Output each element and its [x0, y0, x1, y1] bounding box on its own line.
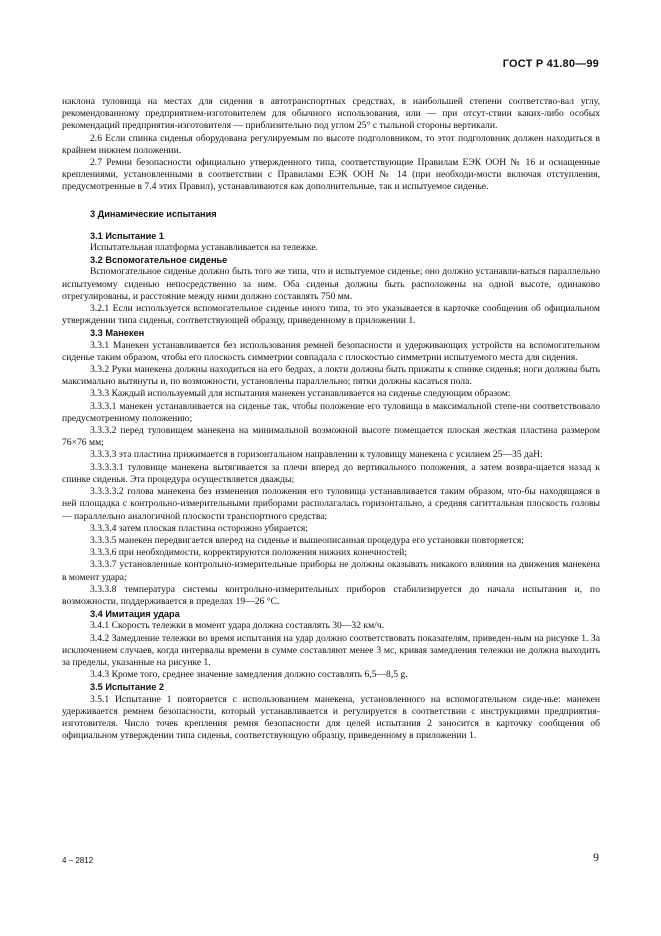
paragraph-3-3-2: 3.3.2 Руки манекена должны находиться на его бедрах, а локти должны быть прижаты к спинке сиденья; ноги должны быть максимально вытянуты и, по возможности, установлены параллельно; пятки должны касаться пола. [62, 364, 600, 388]
paragraph-3-3-3-6: 3.3.3.6 при необходимости, корректируются положения нижних конечностей; [90, 547, 407, 559]
paragraph-3-5-1: 3.5.1 Испытание 1 повторяется с использованием манекена, установленного на вспомогательном сиде-нье: манекен удерживается ремнем безопасности, который устанавливается и регулируется в соответствии с инструкциями предприятия-изготовителя. Число точек крепления ремня безопасности для целей испытания 2 заносится в карточку сообщения об официальном утверждении типа сиденья, соответствующую образцу, приведенному в приложении 1. [62, 693, 600, 742]
heading-3-2: 3.2 Вспомогательное сиденье [90, 255, 228, 266]
paragraph-3-4-2: 3.4.2 Замедление тележки во время испытания на удар должно соответствовать показателям, приведен-ным на рисунке 1. За исключением случаев, когда интервалы времени в сумме составляют менее 3 мс, кривая замедления тележки не должна выходить за пределы, указанные на рисунке 1. [62, 632, 600, 668]
paragraph-3-3-3-5: 3.3.3.5 манекен передвигается вперед на сиденье и вышеописанная процедура его установки повторяется; [90, 534, 524, 546]
paragraph-3-3-3-2: 3.3.3.2 перед туловищем манекена на минимальной возможной высоте помещается плоская жесткая пластина размером 76×76 мм; [62, 425, 600, 449]
document-body [62, 96, 600, 742]
paragraph-3-3-3-8: 3.3.3.8 температура системы контрольно-измерительных приборов стабилизируется до начала испытания и, по возможности, поддерживается в пределах 19—26 °С. [62, 583, 600, 607]
page-number: 9 [593, 850, 599, 864]
paragraph-3-3-3-4: 3.3.3.4 затем плоская пластина осторожно убирается; [90, 522, 308, 534]
document-id-header: ГОСТ Р 41.80—99 [502, 58, 599, 70]
print-code: 4 – 2812 [62, 856, 94, 865]
section-3-title: 3 Динамические испытания [90, 208, 217, 219]
paragraph-3-2: Вспомогательное сиденье должно быть того же типа, что и испытуемое сиденье; оно должно устанавли-ваться параллельно испытуемому сиденью непосредственно за ним. Оба сиденья должны быть расположены на одной высоте, одинаково отрегулированы, и расстояние между ними должно составлять 750 мм. [62, 266, 600, 302]
heading-3-5: 3.5 Испытание 2 [90, 682, 165, 693]
paragraph-3-1: Испытательная платформа устанавливается на тележке. [90, 242, 318, 254]
paragraph-3-4-3: 3.4.3 Кроме того, среднее значение замедления должно составлять 6,5—8,5 g. [90, 669, 408, 681]
paragraph-continuation: наклона туловища на местах для сидения в автотранспортных средствах, в наибольшей степени соответство-вал углу, рекомендованному предприятием-изготовителем для обычного использования, или — при отсут-ствии каких-либо особых рекомендаций предприятия-изготовителя — приблизительно под углом 25° с тыльной стороны вертикали. [62, 96, 600, 132]
paragraph-3-3-3-3: 3.3.3.3 эта пластина прижимается в горизонтальном направлении к туловищу манекена с усилием 25—35 даН: [90, 449, 543, 461]
paragraph-3-3-3-3-2: 3.3.3.3.2 голова манекена без изменения положения его туловища устанавливается таким образом, что-бы находящаяся в ней площадка с контрольно-измерительными приборами располагалась горизонтально, а средняя сагиттальная плоскость головы — параллельно аналогичной плоскости транспортного средства; [62, 486, 600, 522]
paragraph-3-3-3-3-1: 3.3.3.3.1 туловище манекена вытягивается за плечи вперед до вертикального положения, а затем возвра-щается назад к спинке сиденья. Эта процедура осуществляется дважды; [62, 461, 600, 485]
paragraph-3-3-3: 3.3.3 Каждый используемый для испытания манекен устанавливается на сиденье следующим образом: [90, 388, 511, 400]
heading-3-1: 3.1 Испытание 1 [90, 230, 165, 241]
heading-3-4: 3.4 Имитация удара [90, 609, 180, 620]
paragraph-3-2-1: 3.2.1 Если используется вспомогательное сиденье иного типа, то это указывается в карточке сообщения об официальном утверждении типа сиденья, соответствующей образцу, приведенному в приложении 1. [62, 303, 600, 327]
paragraph-3-4-1: 3.4.1 Скорость тележки в момент удара должна составлять 30—32 км/ч. [90, 620, 385, 632]
paragraph-2-6: 2.6 Если спинка сиденья оборудована регулируемым по высоте подголовником, то этот подголовник должен находиться в крайнем нижнем положении. [62, 132, 600, 156]
heading-3-3: 3.3 Манекен [90, 328, 145, 339]
paragraph-2-7: 2.7 Ремни безопасности официально утвержденного типа, соответствующие Правилам ЕЭК ООН № 16 и оснащенные креплениями, установленными в соответствии с Правилами ЕЭК ООН № 14 (при необходи-мости включая отступления, предусмотренные в 7.4 этих Правил), устанавливаются как дополнительные, так и испытуемое сиденье. [62, 157, 600, 193]
paragraph-3-3-3-1: 3.3.3.1 манекен устанавливается на сиденье так, чтобы положение его туловища в максимальной степе-ни соответствовало предусмотренному положению; [62, 400, 600, 424]
paragraph-3-3-3-7: 3.3.3.7 установленные контрольно-измерительные приборы не должны оказывать никакого влияния на движения манекена в момент удара; [62, 559, 600, 583]
paragraph-3-3-1: 3.3.1 Манекен устанавливается без использования ремней безопасности и удерживающих устройств на вспомогательном сиденье таким образом, чтобы его плоскость симметрии совпадала с плоскостью симметрии испытуемого места для сидения. [62, 339, 600, 363]
